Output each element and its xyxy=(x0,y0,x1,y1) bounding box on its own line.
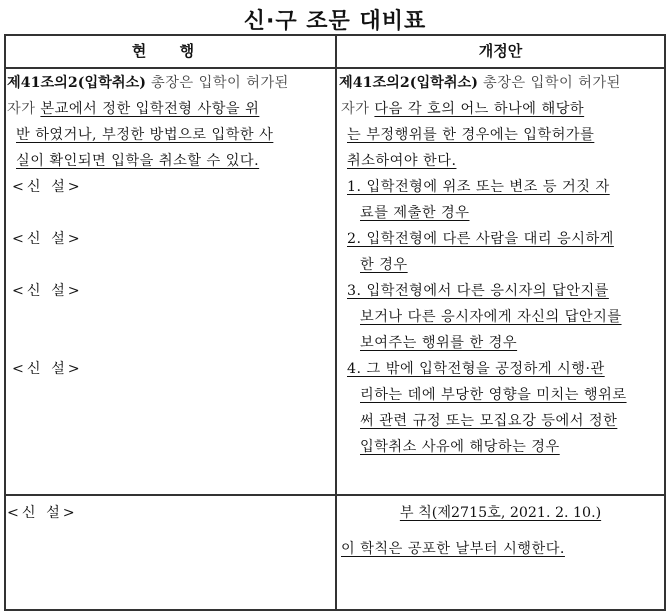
article-text-underlined: 는 부정행위를 한 경우에는 입학허가를 xyxy=(347,127,595,143)
article-text-underlined: 다음 각 호의 어느 하나에 해당하 xyxy=(374,101,585,117)
amended-article-line xyxy=(339,70,621,96)
item-line: 4. 그 밖에 입학전형을 공정하게 시행·관 xyxy=(347,361,605,377)
item-line: 써 관련 규정 또는 모집요강 등에서 정한 xyxy=(360,413,618,429)
new-provision-mark: <신 설> xyxy=(12,283,83,299)
article-text-underlined: 취소하여야 한다. xyxy=(347,153,457,169)
article-text-underlined: 반 하였거나, 부정한 방법으로 입학한 사 xyxy=(16,127,274,143)
current-article-line xyxy=(7,70,289,96)
article-heading: 제41조의2(입학취소) xyxy=(339,75,478,91)
item-line: 료를 제출한 경우 xyxy=(360,205,470,221)
item-line: 보거나 다른 응시자에게 자신의 답안지를 xyxy=(360,309,622,325)
current-article-line xyxy=(16,148,259,174)
item-line: 입학취소 사유에 해당하는 경우 xyxy=(360,439,560,455)
table-border-right xyxy=(664,34,666,611)
current-article-line xyxy=(7,96,259,122)
article-text: 자가 xyxy=(7,101,41,117)
article-text-underlined: 본교에서 정한 입학전형 사항을 위 xyxy=(40,101,260,117)
table-border-left xyxy=(4,34,6,611)
column-header-current: 현 행 xyxy=(131,42,209,60)
new-provision-mark: <신 설> xyxy=(12,231,83,247)
new-provision-mark: <신 설> xyxy=(12,179,83,195)
article-text: 자가 xyxy=(341,101,375,117)
column-header-amended: 개정안 xyxy=(478,42,523,60)
article-text: 총장은 입학이 허가된 xyxy=(145,75,289,91)
addendum-title: 부 칙(제2715호, 2021. 2. 10.) xyxy=(399,505,602,521)
amended-article-line xyxy=(347,122,594,148)
item-line: 3. 입학전형에서 다른 응시자의 답안지를 xyxy=(347,283,609,299)
new-provision-mark: <신 설> xyxy=(12,361,83,377)
amended-article-line xyxy=(347,148,456,174)
item-line: 보여주는 행위를 한 경우 xyxy=(360,335,518,351)
item-line: 리하는 데에 부당한 영향을 미치는 행위로 xyxy=(360,387,627,403)
amended-article-line xyxy=(341,96,584,122)
item-line: 2. 입학전형에 다른 사람을 대리 응시하게 xyxy=(347,231,614,247)
item-line: 1. 입학전형에 위조 또는 변조 등 거짓 자 xyxy=(347,179,610,195)
current-article-line xyxy=(16,122,273,148)
article-text-underlined: 실이 확인되면 입학을 취소할 수 있다. xyxy=(16,153,260,169)
new-provision-mark: <신 설> xyxy=(7,505,78,521)
article-heading: 제41조의2(입학취소) xyxy=(7,75,146,91)
article-text: 총장은 입학이 허가된 xyxy=(477,75,621,91)
page-title: 신·구 조문 대비표 xyxy=(243,9,427,34)
item-line: 한 경우 xyxy=(360,257,408,273)
addendum-text: 이 학칙은 공포한 날부터 시행한다. xyxy=(341,541,565,557)
